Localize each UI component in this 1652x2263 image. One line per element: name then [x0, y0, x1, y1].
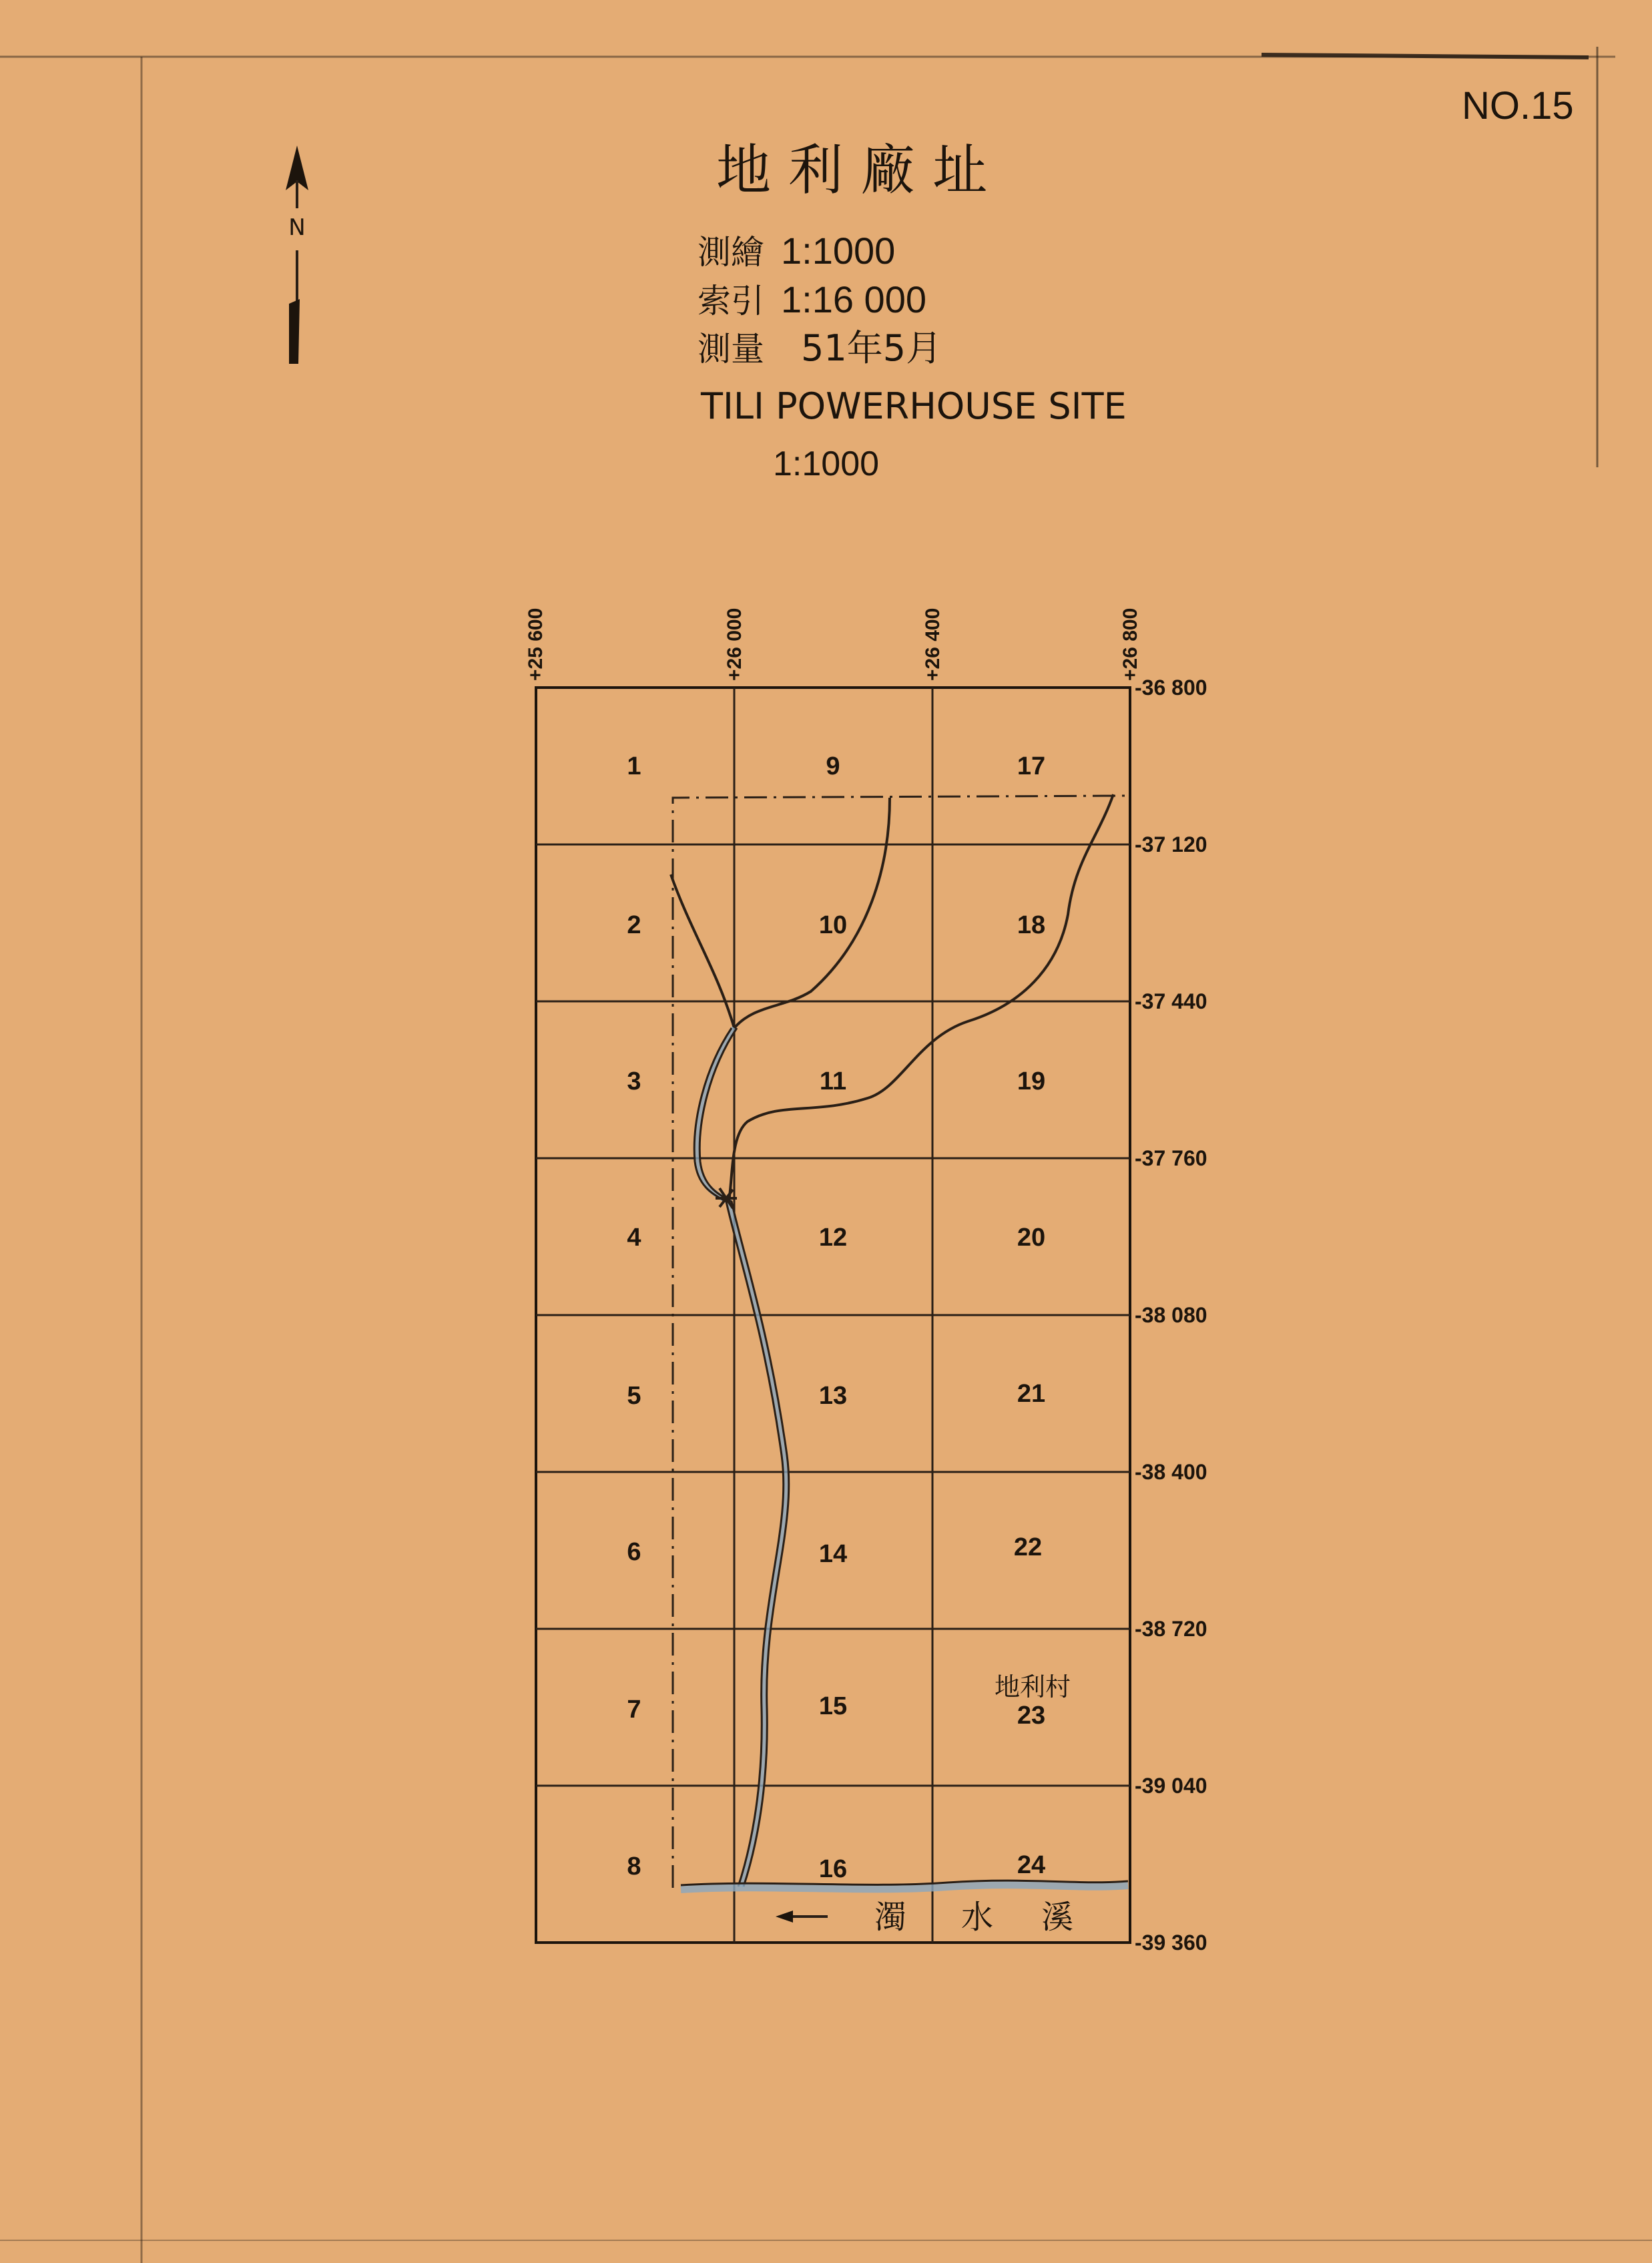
stream-right-branch	[729, 794, 1113, 1202]
cell-number: 6	[627, 1538, 641, 1566]
cell-number: 24	[1017, 1851, 1046, 1879]
title-en: TILI POWERHOUSE SITE	[701, 385, 1127, 427]
x-label: +26 400	[922, 607, 944, 681]
y-label: -37 120	[1135, 832, 1207, 856]
y-label: -36 800	[1135, 676, 1207, 700]
title-block	[698, 139, 1127, 483]
cell-number: 3	[627, 1067, 641, 1095]
cell-number: 15	[818, 1692, 848, 1720]
cell-number: 21	[1017, 1380, 1046, 1408]
cell-number: 11	[819, 1067, 847, 1095]
scale-label: 1:1000	[773, 445, 880, 483]
title-cn: 地 利 廠 址	[716, 139, 988, 202]
cell-number: 1	[627, 752, 641, 780]
info-value-index: 1:16 000	[781, 278, 926, 320]
x-label: +26 800	[1119, 607, 1141, 681]
cell-number: 4	[627, 1224, 641, 1252]
cell-number: 20	[1017, 1224, 1046, 1252]
cell-number: 10	[818, 911, 848, 939]
cell-number: 2	[627, 911, 641, 939]
info-label-index: 索引	[698, 282, 764, 320]
info-value-survey-draw: 1:1000	[781, 230, 896, 272]
info-label-survey-date: 測量	[698, 330, 764, 368]
cell-number: 18	[1017, 911, 1046, 939]
y-label: -39 360	[1135, 1931, 1207, 1955]
x-label: +25 600	[525, 607, 547, 681]
y-label: -38 400	[1135, 1460, 1207, 1484]
cell-number: 13	[818, 1382, 848, 1410]
cell-number: 19	[1017, 1067, 1046, 1095]
arrow-left-icon	[776, 1911, 793, 1923]
river-name-char-3: 溪	[1041, 1899, 1074, 1936]
cell-number: 16	[818, 1855, 848, 1883]
y-label: -37 440	[1135, 989, 1207, 1013]
info-label-survey-draw: 測繪	[698, 233, 764, 272]
y-label: -37 760	[1135, 1146, 1207, 1170]
stream-middle-branch	[734, 798, 890, 1028]
y-label: -38 720	[1135, 1617, 1207, 1641]
main-river-bank-right	[700, 1028, 789, 1887]
info-value-survey-date: 51年5月	[801, 327, 942, 369]
streams	[671, 794, 1128, 1889]
cell-number: 8	[627, 1852, 641, 1880]
river-name-char-1: 濁	[874, 1899, 907, 1936]
cell-number: 23	[1017, 1702, 1046, 1730]
village-label: 地利村	[995, 1672, 1071, 1702]
cell-number: 7	[627, 1696, 641, 1724]
y-label: -38 080	[1135, 1303, 1207, 1327]
cell-number: 12	[818, 1224, 848, 1252]
y-label: -39 040	[1135, 1774, 1207, 1798]
north-arrow	[286, 146, 308, 364]
sheet-number: NO.15	[1462, 84, 1574, 128]
main-river-bank-left	[694, 1028, 784, 1887]
stream-left-branch	[671, 874, 734, 1028]
index-grid	[536, 688, 1130, 1943]
cell-number: 5	[627, 1382, 641, 1410]
river-name-char-2: 水	[961, 1899, 994, 1936]
north-label: N	[288, 214, 306, 241]
survey-boundary	[673, 796, 1128, 1888]
cell-number: 9	[826, 752, 840, 780]
sheet-border	[0, 47, 1652, 2263]
cell-number: 22	[1013, 1533, 1043, 1561]
x-axis-labels	[525, 608, 1141, 681]
x-label: +26 000	[724, 607, 746, 681]
cell-number: 17	[1017, 752, 1046, 780]
cell-number: 14	[818, 1540, 848, 1568]
flow-direction-arrow	[776, 1911, 828, 1923]
y-axis-labels	[1135, 676, 1207, 1955]
main-river-tint	[697, 1028, 786, 1887]
